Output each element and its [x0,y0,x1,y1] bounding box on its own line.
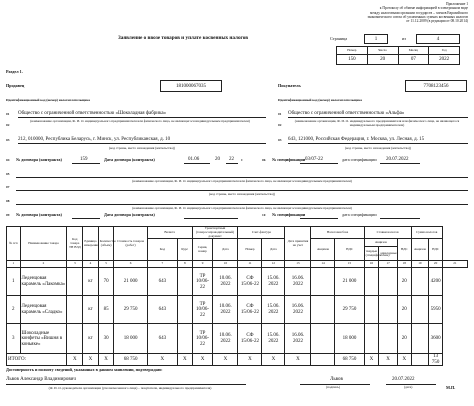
field-num: 05 [6,172,10,176]
col-num: 12 [262,261,285,268]
cell-inv-no: СФ 15/06-22 [238,324,262,354]
header-col: Год [429,47,460,55]
col-num: 15 [335,261,364,268]
cell-code [67,296,83,324]
contract-year: 22 [229,157,234,162]
cell-cost: 18 000 [114,324,147,354]
cell-tr-date: 10.06. 2022 [213,268,238,296]
total-base-vat: 68 750 [335,354,364,366]
appendix-line: экономического союза об уплаченных суммах косвенных налогов [367,14,468,19]
total-x: X [83,354,99,366]
total-label: ИТОГО: [7,354,67,366]
field-num: 01 [6,112,10,116]
cell-tr-no: ТР 10/06-22 [192,296,213,324]
col-num: 7 [147,261,177,268]
col-cur-code: Код [147,239,177,261]
cell-accept: 16.06. 2022 [285,324,311,354]
col-currency: Валюта [147,227,192,239]
contract-year-suffix: г. [241,157,244,162]
col-num: 6 [114,261,147,268]
spec-number: 03/07-22 [305,157,324,162]
cell-rate-vat: 20 [398,296,412,324]
seller-inn: 181000067035 [160,80,222,92]
doc-year: 2022 [429,55,460,65]
appendix-line: Приложение 1 [446,2,468,6]
date-caption: (дата) [404,385,413,389]
doc-number: 150 [337,55,368,65]
cell-cur-rate [177,324,192,354]
total-row [7,354,468,366]
cell-rate-unit [364,268,379,296]
col-cost: Стоимость товаров (работ) [114,227,147,261]
cell-tr-date: 10.06. 2022 [213,296,238,324]
page-label: Страница [330,36,348,41]
signer-name: Львов Александр Владимирович [6,377,76,382]
signature-caption: (подпись) [326,385,341,389]
cell-tr-no: ТР 10/06-22 [192,324,213,354]
total-sum-excise [411,354,429,366]
cell-base-vat: 29 750 [335,296,364,324]
cell-rate-unit [364,324,379,354]
field-num: 03 [278,138,282,142]
buyer-address-caption: (код страны, место нахождения (жительства)) [345,146,411,150]
cell-base-vat: 21 000 [335,268,364,296]
cell-sum-excise [411,268,429,296]
field-num: 02 [6,123,10,127]
col-unit: Единица измерения [83,227,99,261]
total-sum-vat: 13 750 [429,354,443,366]
col-tax-base: Налоговая база [311,227,364,239]
col-num: 8 [177,261,192,268]
cell-cur-code: 643 [147,296,177,324]
cell-cur-code: 643 [147,324,177,354]
cell-qty: 70 [98,268,114,296]
cell-name: Шоколадные конфеты «Вишня в коньяке» [20,324,67,354]
cell-cur-code: 643 [147,268,177,296]
spec2-date-label: дата спецификации [342,212,377,217]
total-x: X [262,354,285,366]
col-inv-date: Дата [262,239,285,261]
appendix-note [318,2,468,24]
col-num: 4 [83,261,99,268]
cell-sum-excise [411,296,429,324]
contract2-label: № договора (контракта) [16,212,62,217]
col-num: 1 [7,261,21,268]
contract-date-label: Дата договора (контракта) [104,157,155,162]
cell-inv-date: 15.06. 2022 [262,296,285,324]
col-cur-rate: Курс [177,239,192,261]
col-num: 20 [429,261,443,268]
col-base-excise: Акцизов [311,239,335,261]
document-header-table [336,46,460,65]
col-sum-vat: НДС [429,239,443,261]
col-transport: Транспортный (товаросопроводительный) документ [192,227,238,239]
cell-name: Леденцовая карамель «Лакомка» [20,268,67,296]
cell-unit: кг [83,268,99,296]
total-x: X [177,354,192,366]
seller-address-caption: (код страны, место нахождения (жительства)) [109,146,175,150]
buyer-label: Покупатель [278,83,301,88]
buyer-address: 643, 121000, Российская Федерация, г. Москва, ул. Лесная, д. 15 [288,137,425,142]
appendix-line: между налоговыми органами государств – членов Евразийского [370,10,468,15]
col-code: Код товара ТН ВЭД [67,227,83,261]
cell-tr-date: 10.06. 2022 [213,324,238,354]
cell-rate-adval [379,296,398,324]
field-num: 07 [6,185,10,189]
cell-base-excise [311,296,335,324]
total-x: X [398,354,412,366]
col-num: 17 [379,261,398,268]
col-excise-unit: твердые (специфические) [364,247,379,261]
contract-date: 01.06 [188,157,200,162]
spec2-label: № спецификации [272,212,306,217]
header-col: Месяц [398,47,429,55]
spec-label: № спецификации [272,157,306,162]
cell-code [67,268,83,296]
seller-name: Общество с ограниченной ответственностью «Шоколадная фабрика» [18,111,167,116]
appendix-line: от 11.12.2009 (в редакции от 08.10.2014) [406,19,468,24]
cell-cost: 29 750 [114,296,147,324]
total-x: X [147,354,177,366]
col-excise-rate: Акцизов [364,239,397,247]
cell-sum-excise [411,324,429,354]
col-excise-adval: адвалорные [379,247,398,261]
section-title: Раздел 1. [6,69,23,74]
field-num: 09 [6,213,10,217]
table-row [7,296,468,324]
buyer-name: Общество с ограниченной ответственностью «Альфа» [288,111,405,116]
cell-qty: 30 [98,324,114,354]
cell-accept: 16.06. 2022 [285,296,311,324]
col-name: Наименование товара [20,227,67,261]
col-num: 2 [20,261,67,268]
cell-base-excise [311,268,335,296]
col-num: 14 [311,261,335,268]
table-row [7,324,468,354]
field-num: 03 [6,138,10,142]
col-num: 9 [192,261,213,268]
total-x: X [285,354,311,366]
col-num: 5 [98,261,114,268]
field-num: 08 [6,199,10,203]
total-x: X [379,354,398,366]
caption-05: (наименование организации, Ф. И. О. индивидуального предпринимателя или физического лица, не являющегося индивидуальным предпринимателем) [132,179,352,183]
cell-code [67,324,83,354]
page-total: 4 [416,34,460,44]
cell-inv-date: 15.06. 2022 [262,324,285,354]
buyer-name-caption: (наименование организации, Ф. И. О. индивидуального предпринимателя или физического лица, не являющегося индивидуальным предпринимателем) [294,119,460,128]
cell-sum-vat: 5950 [429,296,443,324]
cell-rate-adval [379,268,398,296]
total-x: X [98,354,114,366]
cell-no: 3 [7,324,21,354]
col-invoice: Счет-фактура [238,227,285,239]
col-tr-no: Серия, номер [192,239,213,261]
cell-tr-no: ТР 10/06-22 [192,268,213,296]
column-numbers-row [7,261,468,268]
sign-date: 20.07.2022 [392,377,415,382]
cell-sum-vat: 4200 [429,268,443,296]
col-accept-date: Дата принятия на учет [285,227,311,261]
seller-address: 212, 010000, Республика Беларусь, г. Минск, ул. Республиканская, д. 10 [18,137,171,142]
caption-07: (код страны, место нахождения (жительства)) [209,192,275,196]
col-num: 18 [398,261,412,268]
cell-base-excise [311,324,335,354]
seller-name-caption: (наименование организации, Ф. И. О. индивидуального предпринимателя или физического лица, не являющегося индивидуальным предпринимателем) [30,119,250,123]
col-vat-rate: НДС [398,239,412,261]
page-title: Заявление о ввозе товаров и уплате косвенных налогов [118,35,249,41]
buyer-inn: 7708123456 [405,80,467,92]
total-x: X [238,354,262,366]
cell-unit: кг [83,296,99,324]
field-num: 01 [278,112,282,116]
total-x: X [213,354,238,366]
cell-rate-unit [364,296,379,324]
col-num: 3 [67,261,83,268]
cell-cur-rate [177,296,192,324]
total-x: X [364,354,379,366]
stamp-label: М.П. [446,385,456,390]
cell-base-vat: 18 000 [335,324,364,354]
col-rates: Ставки налогов [364,227,411,239]
col-sum-excise: Акцизов [411,239,429,261]
col-num: 16 [364,261,379,268]
col-no: № п/п [7,227,21,261]
appendix-line: к Протоколу об обмене информацией в электронном виде [379,6,468,11]
col-num: 21 [442,261,467,268]
cell-inv-no: СФ 15/06-22 [238,296,262,324]
cell-qty: 85 [98,296,114,324]
cell-name: Леденцовая карамель «Сладко» [20,296,67,324]
total-base-excise [311,354,335,366]
page-number: 1 [364,34,388,44]
contract2-date-label: Дата договора (контракта) [104,212,155,217]
col-qty: Количество (объем) [98,227,114,261]
field-num: 10 [262,213,266,217]
cell-cur-rate [177,268,192,296]
footer-title: Достоверность и полноту сведений, указанных в данном заявлении, подтверждаю: [6,367,163,372]
header-col: Номер [337,47,368,55]
goods-table [6,226,468,366]
cell-no: 2 [7,296,21,324]
col-tr-date: Дата [213,239,238,261]
col-sums: Сумма налогов [411,227,442,239]
contract-label: № договора (контракта) [16,157,62,162]
seller-id-label: Идентификационный код (номер) налогоплательщика [6,98,90,102]
doc-day: 20 [367,55,398,65]
cell-accept: 16.06. 2022 [285,268,311,296]
cell-rate-vat: 20 [398,268,412,296]
field-num: 04 [6,158,10,162]
col-num: 13 [285,261,311,268]
header-col: Число [367,47,398,55]
total-x: X [192,354,213,366]
col-num: 11 [238,261,262,268]
table-row [7,268,468,296]
col-num: 19 [411,261,429,268]
spec-date: 20.07.2022 [386,157,409,162]
buyer-id-label: Идентификационный код (номер) налогоплательщика [278,98,362,102]
page-of-label: из [402,36,406,41]
cell-inv-no: СФ 15/06-22 [238,268,262,296]
cell-no: 1 [7,268,21,296]
col-num: 10 [213,261,238,268]
signature: Львов [330,377,343,382]
contract-year-prefix: 20 [215,157,220,162]
cell-inv-date: 15.06. 2022 [262,268,285,296]
col-inv-no: Номер [238,239,262,261]
cell-rate-vat: 20 [398,324,412,354]
cell-rate-adval [379,324,398,354]
signer-caption: (Ф. И. О. руководителя организации (уполномоченного лица) – покупателя, индивидуального предпринимателя) [48,386,212,390]
caption-08: (наименование организации, Ф. И. О. индивидуального предпринимателя или физического лица, не являющегося индивидуальным предпринимателем) [132,206,352,210]
doc-month: 07 [398,55,429,65]
field-num: 06 [262,158,266,162]
contract-number: 159 [80,157,88,162]
seller-label: Продавец [6,83,25,88]
total-x: X [67,354,83,366]
cell-cost: 21 000 [114,268,147,296]
spec-date-label: дата спецификации [342,157,377,162]
field-num: 02 [278,123,282,127]
cell-sum-vat: 3600 [429,324,443,354]
total-cost: 68 750 [114,354,147,366]
cell-unit: кг [83,324,99,354]
col-base-vat: НДС [335,239,364,261]
